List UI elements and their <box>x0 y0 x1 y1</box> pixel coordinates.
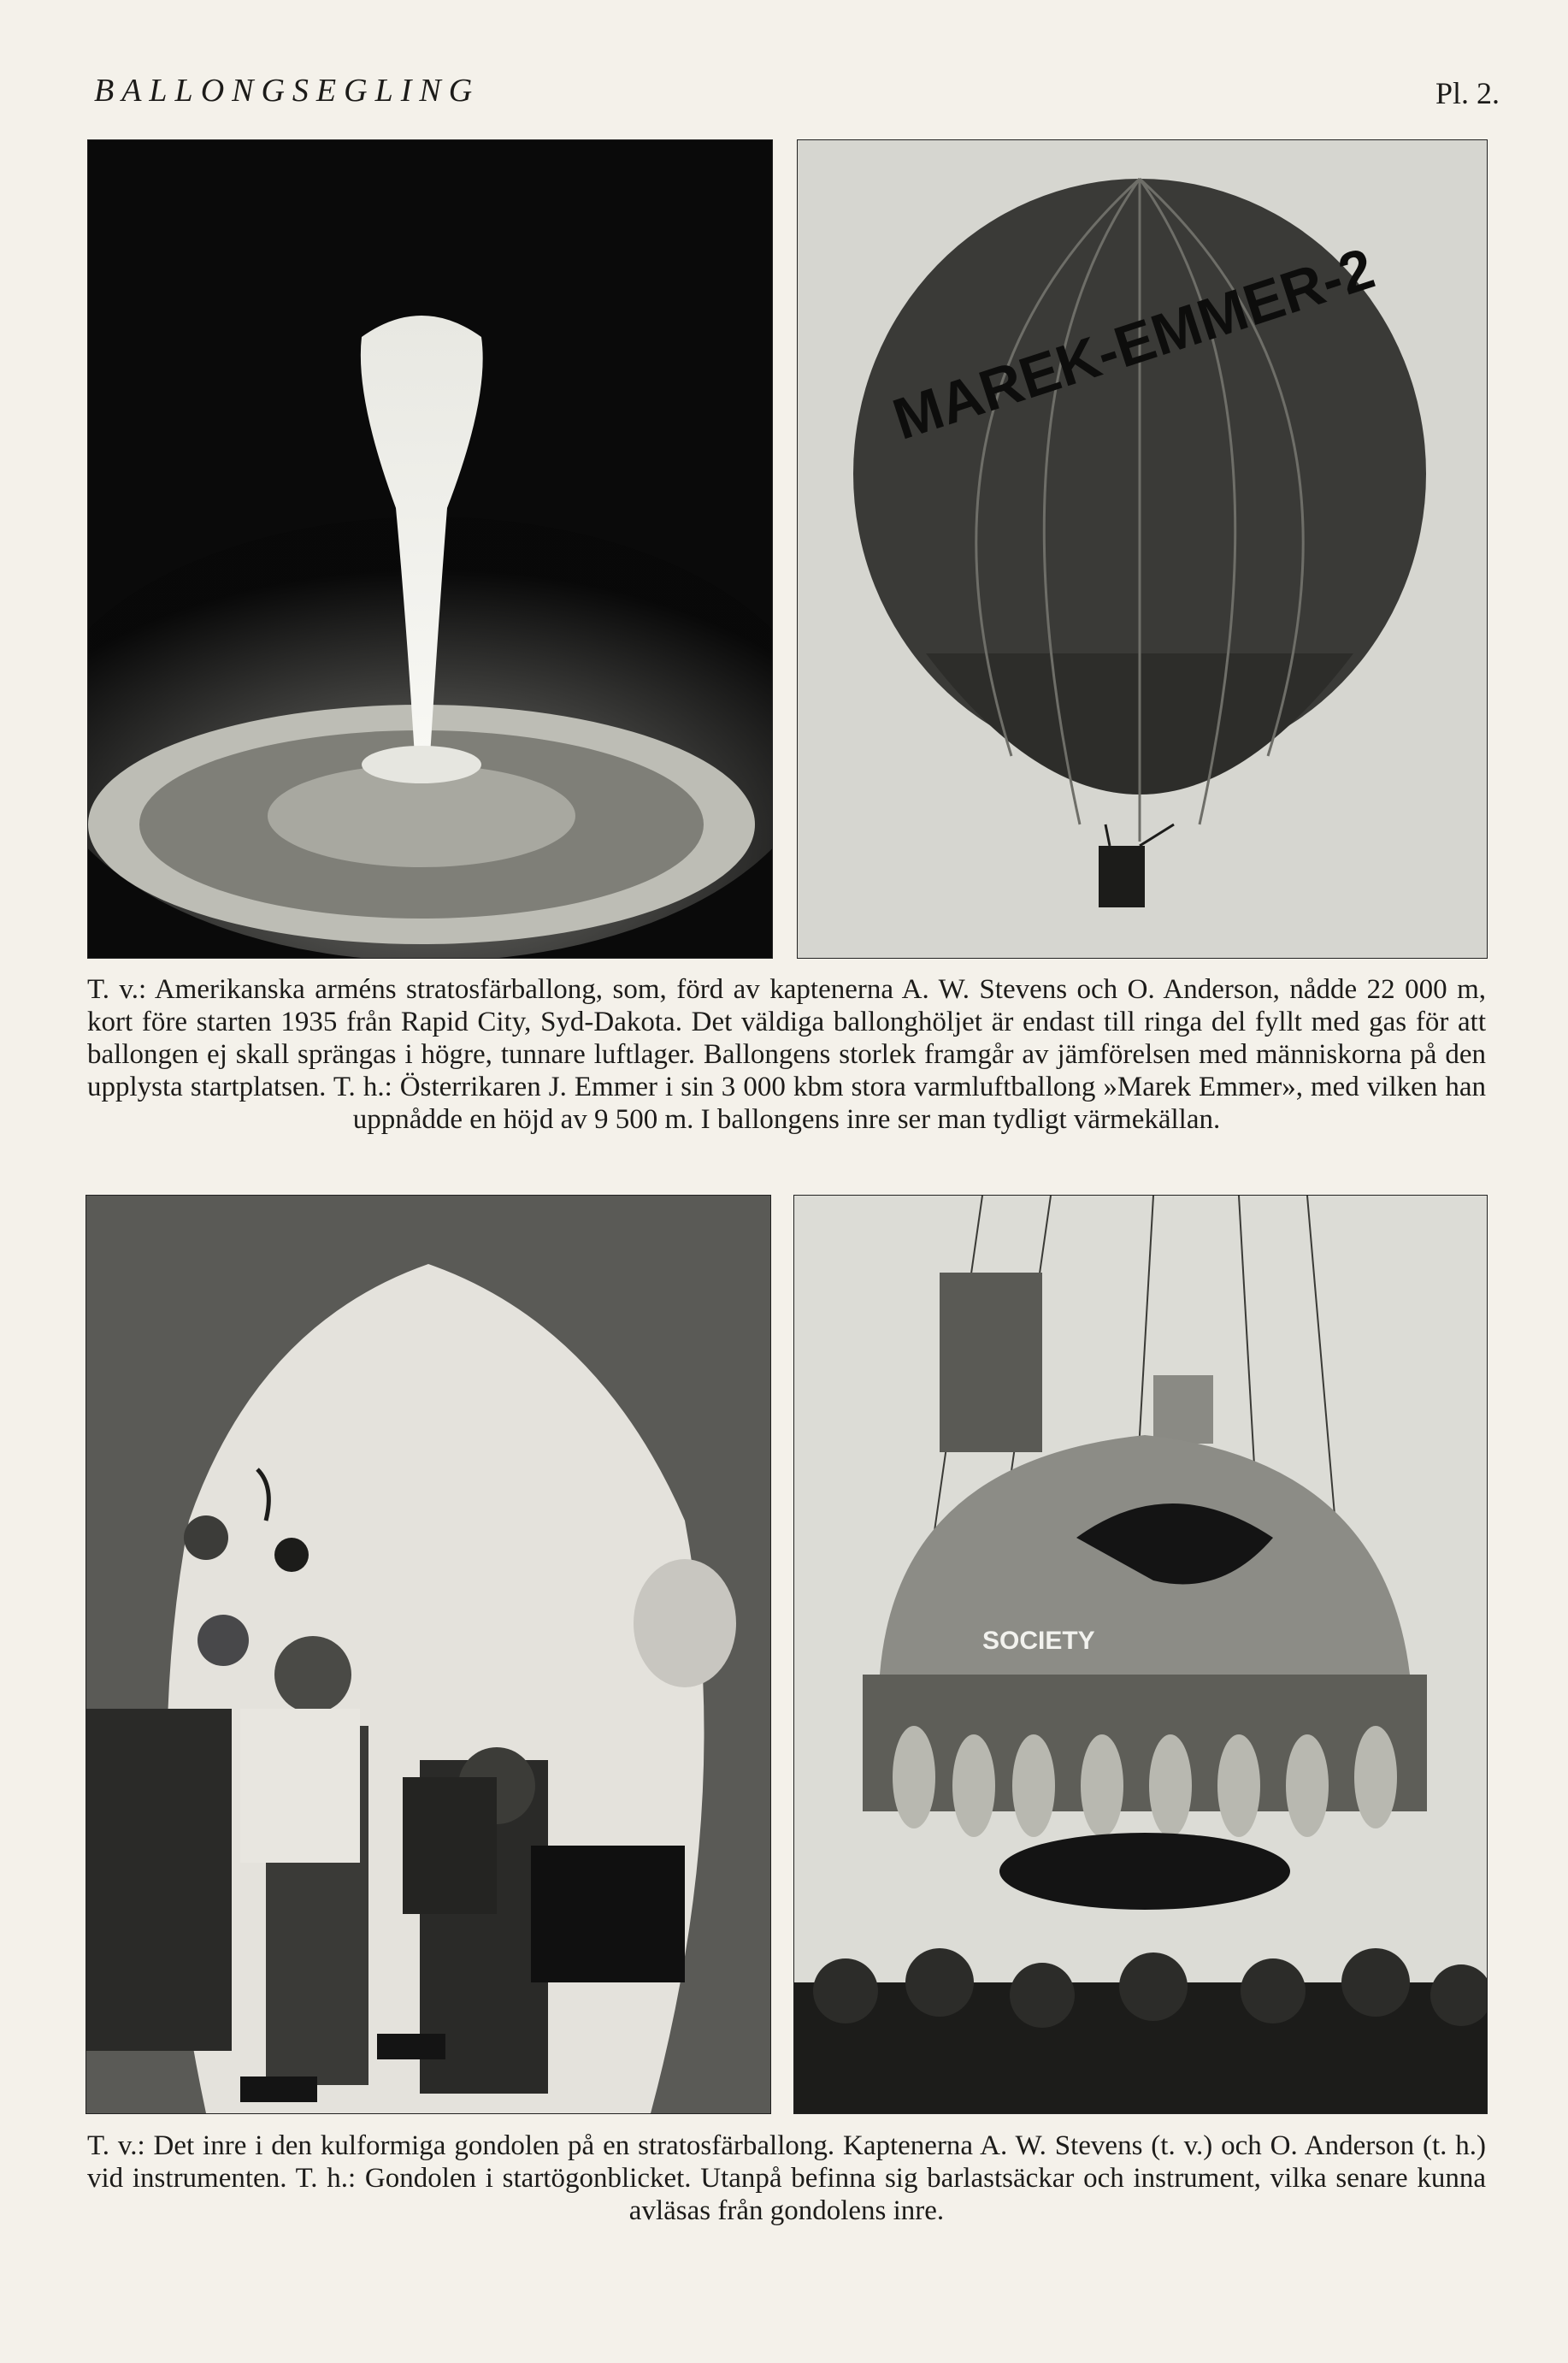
gondola-lettering: SOCIETY <box>982 1627 1095 1655</box>
plate-number: Pl. 2. <box>1435 76 1500 110</box>
photo-gondola-interior <box>85 1195 771 2114</box>
photo-hot-air-balloon <box>797 139 1488 959</box>
balloon-lettering: MAREK-EMMER-2 <box>885 235 1382 452</box>
page-running-title: BALLONGSEGLING <box>94 73 480 109</box>
caption-bottom: T. v.: Det inre i den kulformiga gondolen på en stratosfärballong. Kaptenerna A. W. Stevens (t. v.) och O. Anderson (t. h.) vid instrumenten. T. h.: Gondolen i startögonblicket. Utanpå befinna sig barlastsäckar och instrument, vilka senare kunna avläsas från gondolens inre. <box>87 2130 1486 2226</box>
photo-stratosphere-balloon-night <box>87 139 773 959</box>
photo-gondola-launch <box>793 1195 1488 2114</box>
caption-top: T. v.: Amerikanska arméns stratosfärballong, som, förd av kaptenerna A. W. Stevens och O. Anderson, nådde 22 000 m, kort före starten 1935 från Rapid City, Syd-Dakota. Det väldiga ballonghöljet är endast till ringa del fyllt med gas för att ballongen ej skall sprängas i högre, tunnare luftlager. Ballongens storlek framgår av jämförelsen med människorna på den upplysta startplatsen. T. h.: Österrikaren J. Emmer i sin 3 000 kbm stora varmluftballong »Marek Emmer», med vilken han uppnådde en höjd av 9 500 m. I ballongens inre ser man tydligt värmekällan. <box>87 974 1486 1135</box>
